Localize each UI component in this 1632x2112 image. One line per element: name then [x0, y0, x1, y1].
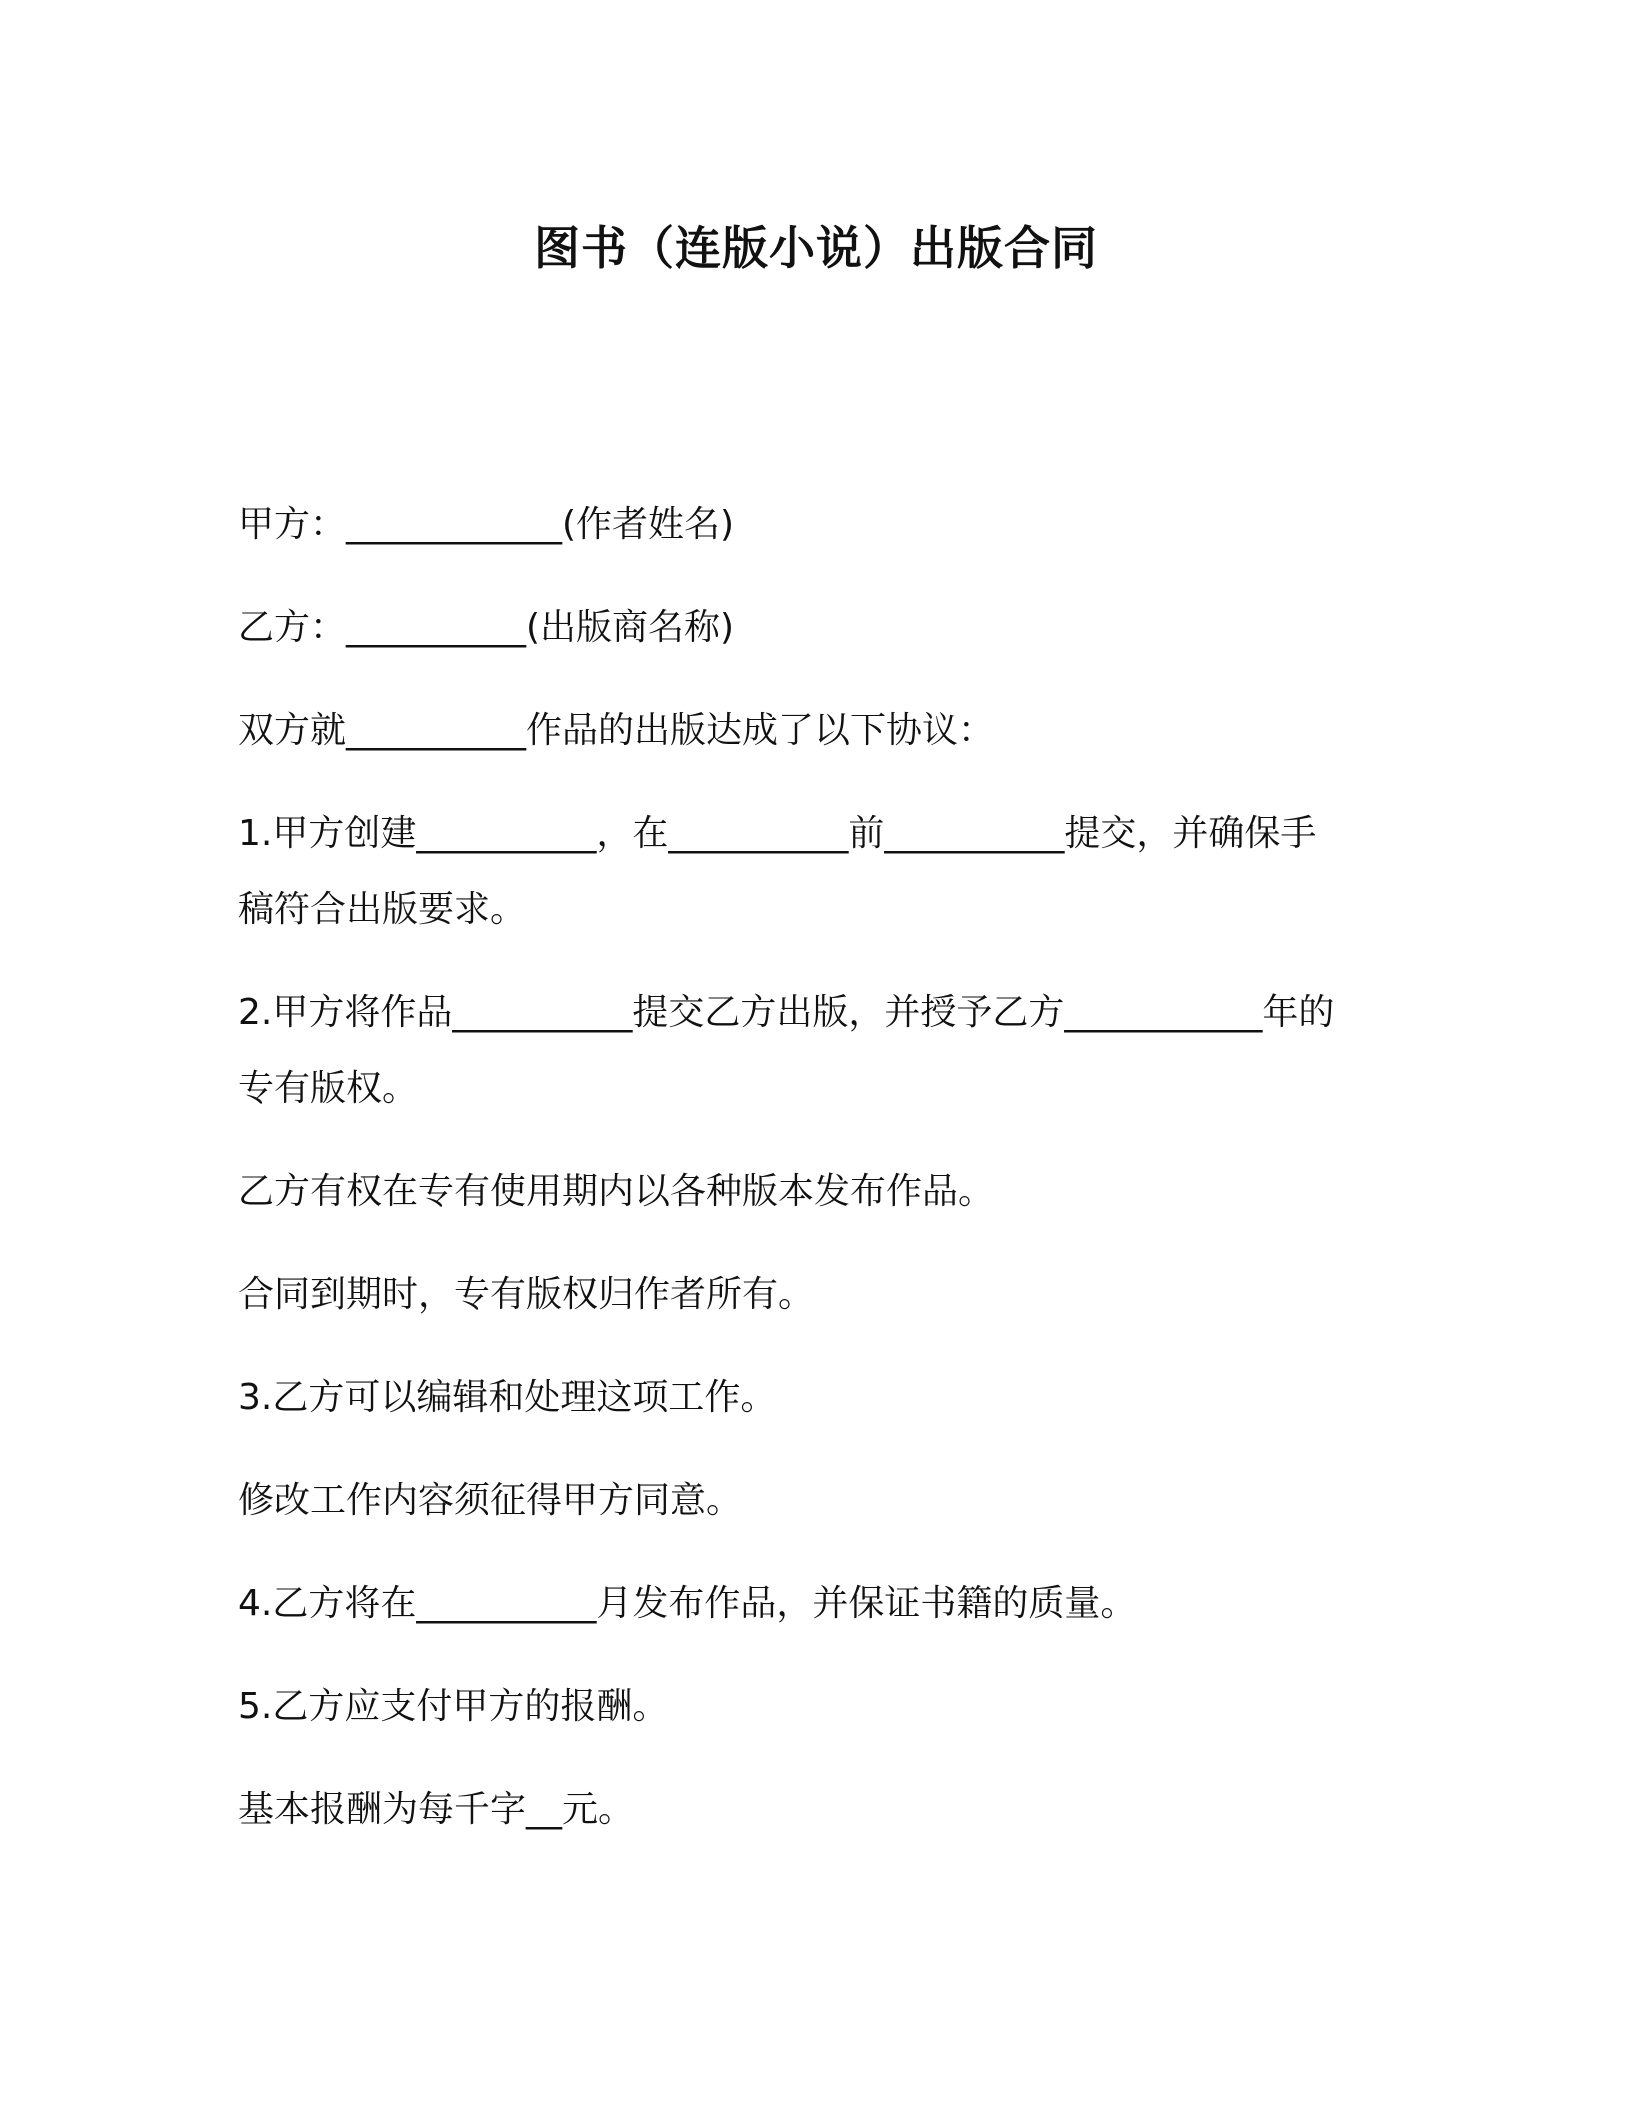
- agreement-intro-line: 双方就__________作品的出版达成了以下协议：: [238, 710, 995, 751]
- document-title: 图书（连版小说）出版合同: [534, 221, 1098, 275]
- clause-5-line: 5.乙方应支付甲方的报酬。: [238, 1686, 669, 1727]
- party-b-line: 乙方：__________(出版商名称): [238, 607, 735, 648]
- clause-3-line: 3.乙方可以编辑和处理这项工作。: [238, 1377, 777, 1418]
- clause-5-note: 基本报酬为每千字__元。: [238, 1789, 635, 1830]
- clause-2-line-2: 专有版权。: [238, 1068, 419, 1109]
- clause-2-line-1: 2.甲方将作品__________提交乙方出版，并授予乙方___________年的: [238, 992, 1335, 1033]
- clause-1-line-1: 1.甲方创建__________，在__________前__________提交，并确保手: [238, 813, 1317, 854]
- clause-2-note-1: 乙方有权在专有使用期内以各种版本发布作品。: [238, 1171, 995, 1212]
- clause-2-note-2: 合同到期时，专有版权归作者所有。: [238, 1274, 815, 1315]
- clause-3-note: 修改工作内容须征得甲方同意。: [238, 1480, 743, 1521]
- clause-1-line-2: 稿符合出版要求。: [238, 889, 527, 930]
- clause-4-line: 4.乙方将在__________月发布作品，并保证书籍的质量。: [238, 1583, 1137, 1624]
- party-a-line: 甲方：____________(作者姓名): [238, 504, 735, 545]
